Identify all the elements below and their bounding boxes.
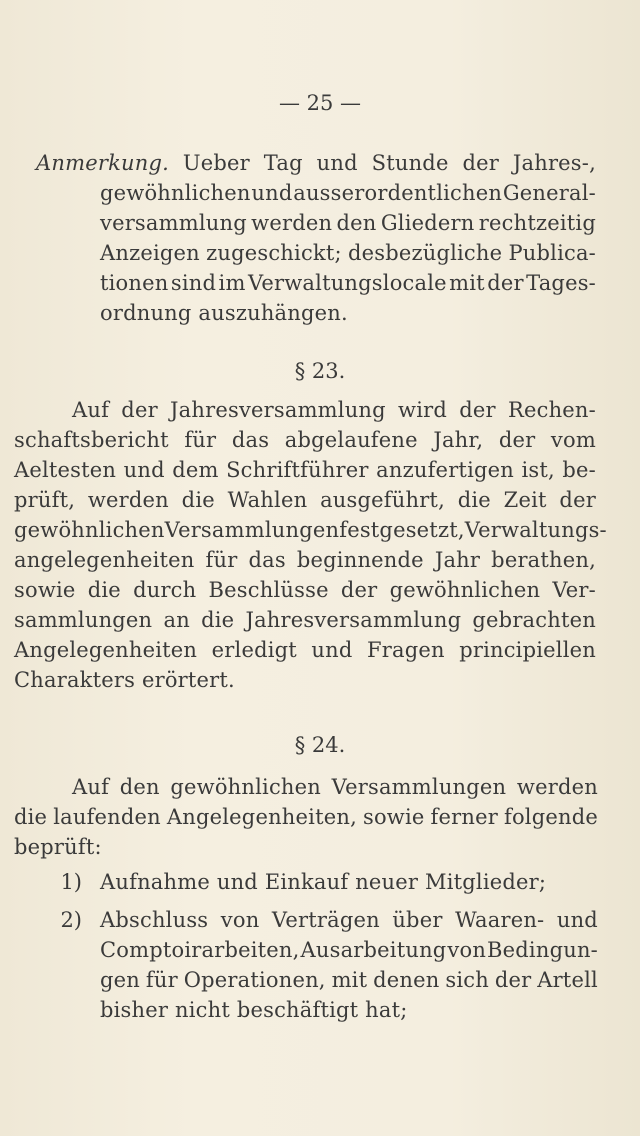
word: der [494,968,532,992]
word: gewöhnlichen [389,578,541,602]
word: von [220,908,260,932]
text-line [100,298,348,328]
word: anzufertigen [376,458,514,482]
word: berathen, [491,548,596,572]
word: das [248,548,286,572]
word: sowie [14,578,76,602]
word: Jahresversammlung [245,608,462,632]
word: der [498,428,536,452]
word: laufenden [53,805,161,829]
word: Ver- [552,578,596,602]
text-line [14,485,596,515]
word: Publica- [508,241,596,265]
word: principiellen [459,638,596,662]
word: die [14,805,48,829]
word: über [392,908,443,932]
word: Jahresversammlung [170,398,386,422]
word: Fragen [366,638,445,662]
word: Zeit [503,488,547,512]
word: prüft, [14,488,76,512]
word: ferner [430,805,498,829]
word: Versammlungen [331,775,507,799]
text-line [72,772,598,802]
word: Verträgen [271,908,380,932]
text-line [100,208,596,238]
word: Aufnahme und Einkauf neuer Mitglieder; [100,870,547,894]
word: werden [516,775,598,799]
section-24-heading: § 24. [294,733,346,757]
word: gewöhnlichen [100,181,251,205]
word: der [340,578,378,602]
word: ausserordentlichen [293,181,503,205]
word: ordnung auszuhängen. [100,301,348,325]
list-item-number: 1) [60,870,82,894]
word: die [87,578,121,602]
word: rechtzeitig [478,211,596,235]
word: ausgeführt, [320,488,445,512]
word: und [556,908,598,932]
word: schaftsbericht [14,428,169,452]
word: versammlung [100,211,247,235]
word: Charakters erörtert. [14,668,235,692]
text-line [100,178,596,208]
word: Jahr, [433,428,484,452]
word: von [447,938,487,962]
text-line [100,995,408,1025]
word: gewöhnlichen [14,518,165,542]
text-line [14,515,607,545]
word: ist, [521,458,555,482]
word: Angelegenheiten, [166,805,357,829]
text-line [100,238,596,268]
word: der [121,398,158,422]
text-line [14,802,598,832]
word: Ausarbeitung [300,938,447,962]
word: der [559,488,596,512]
word: Angelegenheiten [14,638,198,662]
text-line [14,545,596,575]
word: sich [445,968,489,992]
word: sammlungen [14,608,153,632]
word: sind [170,271,217,295]
word: erledigt [211,638,297,662]
page-number: — 25 — [278,91,362,115]
note-label: Anmerkung. [36,151,169,175]
word: Versammlungen [164,518,340,542]
word: Artell [537,968,598,992]
word: und [251,181,293,205]
word: gewöhnlichen [170,775,322,799]
word: dem [172,458,219,482]
word: an [163,608,190,632]
text-line [14,455,596,485]
word: den [336,211,377,235]
word: bisher nicht beschäftigt hat; [100,998,408,1022]
word: gebrachten [472,608,596,632]
word: werden [87,488,169,512]
word: Wahlen [227,488,308,512]
word: desbezügliche [347,241,503,265]
text-line [100,268,596,298]
word: Abschluss [100,908,209,932]
note-first-line: Anmerkung. Ueber Tag und Stunde der Jahres-, [36,148,596,178]
word: die [181,488,215,512]
word: Comptoirarbeiten, [100,938,300,962]
word: für [145,968,178,992]
text-line [14,665,235,695]
list-item-number: 2) [60,908,82,932]
word: Anzeigen [100,241,200,265]
word: mit [449,271,485,295]
word: folgende [503,805,598,829]
text-line [100,935,598,965]
word: der [459,398,496,422]
word: im [218,271,246,295]
text-line [14,635,596,665]
text-line [14,425,596,455]
word: Verwaltungs- [464,518,607,542]
word: das [231,428,270,452]
word: zugeschickt; [206,241,342,265]
word: Rechen- [507,398,596,422]
word: die [201,608,235,632]
text-line [14,832,102,862]
word: den [119,775,160,799]
word: vom [550,428,596,452]
word: Verwaltungslocale [247,271,447,295]
word: beginnende [296,548,424,572]
word: und [311,638,353,662]
text-line [100,905,598,935]
word: Auf [72,775,110,799]
text-line [100,867,546,897]
word: mit [331,968,368,992]
word: werden [251,211,333,235]
word: Jahr [434,548,481,572]
word: der [487,271,524,295]
word: abgelaufene [284,428,418,452]
text-line [100,965,598,995]
word: tionen [100,271,169,295]
word: Bedingun- [487,938,598,962]
word: festgesetzt, [339,518,465,542]
word: Tages- [526,271,596,295]
word: angelegenheiten [14,548,195,572]
text-line [72,395,596,425]
section-23-heading: § 23. [294,359,346,383]
word: Waaren- [455,908,545,932]
word: für [205,548,238,572]
word: Schriftführer [226,458,369,482]
word: wird [398,398,448,422]
word: Aeltesten [14,458,117,482]
word: denen [373,968,440,992]
word: Operationen, [183,968,326,992]
word: Beschlüsse [208,578,329,602]
word: be- [562,458,596,482]
word: und [123,458,165,482]
text-line [14,605,596,635]
word: durch [133,578,197,602]
word: General- [502,181,596,205]
word: Gliedern [380,211,475,235]
word: die [457,488,491,512]
word: für [184,428,217,452]
word: Auf [72,398,110,422]
word: sowie [362,805,425,829]
text-line [14,575,596,605]
word: beprüft: [14,835,102,859]
word: gen [100,968,140,992]
